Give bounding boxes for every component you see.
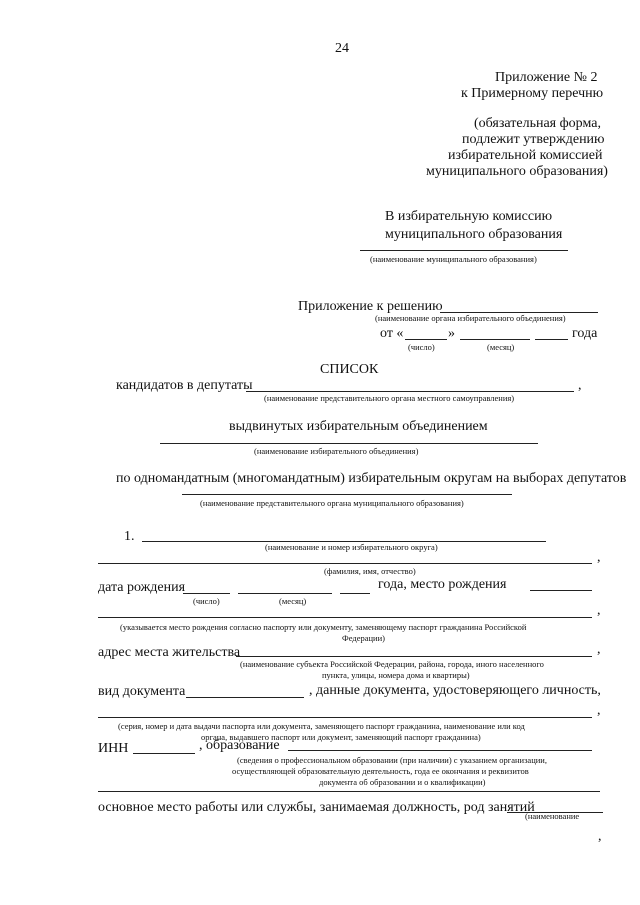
document-caption: органа, выдавшего паспорт или документ, заменяющий паспорт гражданина): [201, 732, 481, 742]
decision-day-field[interactable]: [405, 339, 447, 340]
document-type-field[interactable]: [186, 697, 304, 698]
district-caption: (наименование и номер избирательного округа): [265, 542, 438, 552]
comma: ,: [598, 829, 602, 844]
birth-year-label: года, место рождения: [378, 577, 507, 592]
work-caption: (наименование: [525, 811, 580, 821]
addressee-line: В избирательную комиссию: [385, 209, 553, 224]
districts-label: по одномандатным (многомандатным) избирательным округам на выборах депутатов: [116, 471, 627, 486]
form-note-line: избирательной комиссией: [448, 148, 603, 163]
council-name-field[interactable]: [246, 391, 574, 392]
representative-body-field[interactable]: [182, 494, 512, 495]
document-data-label: , данные документа, удостоверяющего личность,: [309, 683, 601, 698]
association-caption: (наименование избирательного объединения): [254, 446, 419, 456]
municipality-field[interactable]: [360, 250, 568, 251]
decision-label: Приложение к решению: [298, 299, 443, 314]
decision-month-field[interactable]: [460, 339, 530, 340]
council-caption: (наименование представительного органа местного самоуправления): [264, 393, 515, 403]
inn-label: ИНН: [98, 741, 129, 756]
birth-date-label: дата рождения: [98, 580, 186, 595]
date-from-label: от «: [380, 326, 404, 341]
municipality-caption: (наименование муниципального образования): [370, 254, 537, 264]
form-note-line: подлежит утверждению: [462, 132, 605, 147]
day-caption: (число): [408, 342, 435, 352]
decision-year-field[interactable]: [535, 339, 568, 340]
education-field[interactable]: [288, 750, 592, 751]
inn-field[interactable]: [133, 753, 195, 754]
form-note-line: муниципального образования): [426, 164, 608, 179]
quote-close: »: [448, 326, 455, 341]
birth-day-field[interactable]: [183, 593, 230, 594]
to-list-label: к Примерному перечню: [461, 86, 604, 101]
birthplace-caption: (указывается место рождения согласно паспорту или документу, заменяющему паспорт гражданина Российской: [120, 622, 527, 632]
comma: ,: [597, 603, 601, 618]
address-caption: (наименование субъекта Российской Федерации, района, города, иного населенного: [240, 659, 544, 669]
address-label: адрес места жительства: [98, 645, 241, 660]
address-field[interactable]: [236, 656, 592, 657]
list-title: СПИСОК: [320, 362, 379, 377]
work-label: основное место работы или службы, занимаемая должность, род занятий: [98, 800, 535, 815]
education-label: , образование: [199, 738, 280, 753]
birthplace-continued-field[interactable]: [98, 617, 592, 618]
birthplace-field[interactable]: [530, 590, 592, 591]
addressee-line: муниципального образования: [385, 227, 563, 242]
comma: ,: [578, 378, 582, 393]
address-caption: пункта, улицы, номера дома и квартиры): [322, 670, 470, 680]
appendix-label: Приложение № 2: [495, 70, 598, 85]
birth-month-field[interactable]: [238, 593, 332, 594]
org-caption: (наименование органа избирательного объединения): [375, 313, 566, 323]
education-caption: (сведения о профессиональном образовании (при наличии) с указанием организации,: [237, 755, 547, 765]
comma: ,: [597, 703, 601, 718]
education-caption: осуществляющей образовательную деятельность, года ее окончания и реквизитов: [232, 766, 529, 776]
birthplace-caption: Федерации): [342, 633, 385, 643]
month-caption: (месяц): [487, 342, 515, 352]
nominated-label: выдвинутых избирательным объединением: [229, 419, 488, 434]
education-caption: документа об образовании и о квалификации): [319, 777, 486, 787]
page-number: 24: [335, 41, 349, 56]
form-note-line: (обязательная форма,: [474, 116, 601, 131]
document-data-field[interactable]: [98, 717, 592, 718]
candidates-label: кандидатов в депутаты: [116, 378, 253, 393]
birth-year-field[interactable]: [340, 593, 370, 594]
comma: ,: [597, 550, 601, 565]
full-name-caption: (фамилия, имя, отчество): [324, 566, 416, 576]
day-caption: (число): [193, 596, 220, 606]
year-label: года: [572, 326, 598, 341]
association-field[interactable]: [160, 443, 538, 444]
document-caption: (серия, номер и дата выдачи паспорта или документа, заменяющего паспорт гражданина, наименование или код: [118, 721, 525, 731]
full-name-field[interactable]: [98, 563, 592, 564]
document-type-label: вид документа: [98, 684, 186, 699]
comma: ,: [597, 642, 601, 657]
representative-body-caption: (наименование представительного органа муниципального образования): [200, 498, 464, 508]
month-caption: (месяц): [279, 596, 307, 606]
entry-number: 1.: [124, 529, 135, 544]
education-continued-field[interactable]: [98, 791, 600, 792]
